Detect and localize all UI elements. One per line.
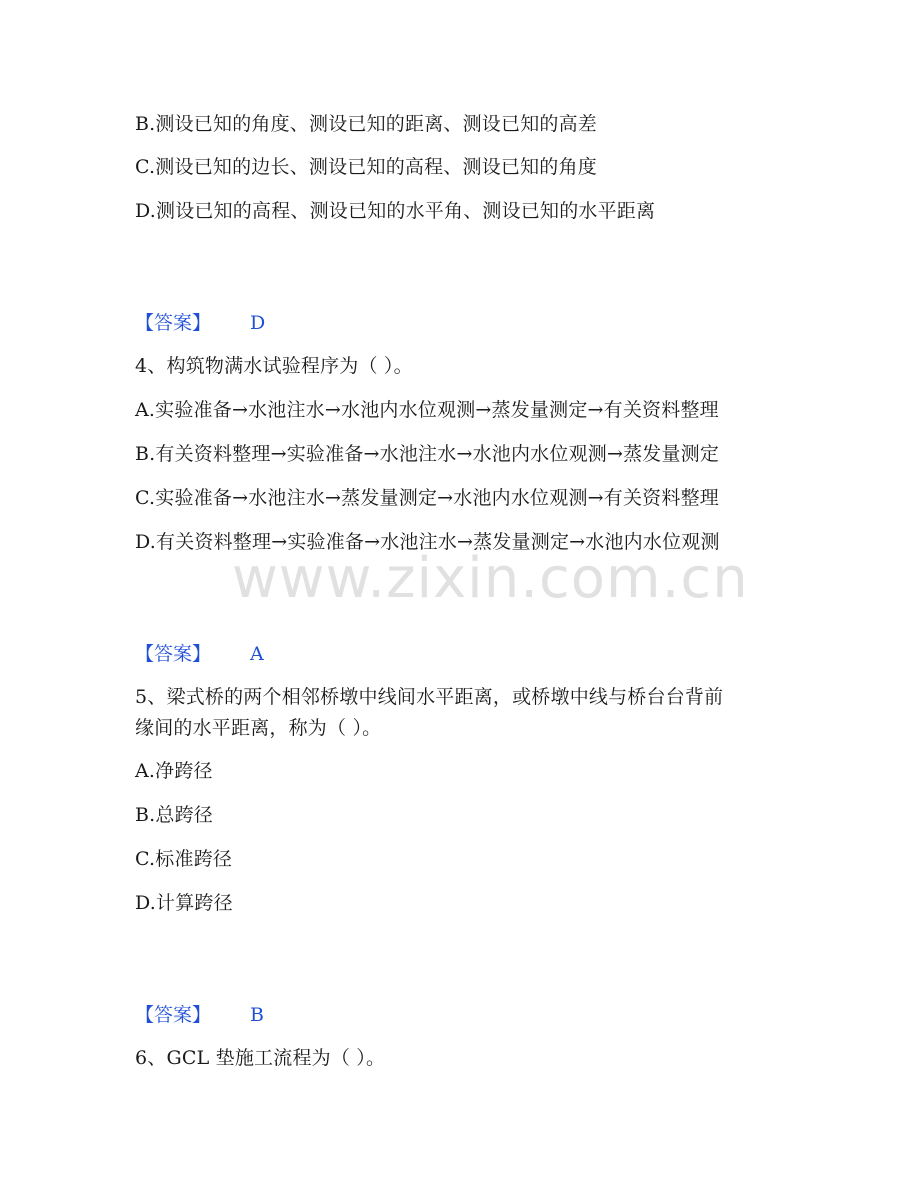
q4-option-c: C.实验准备→水池注水→蒸发量测定→水池内水位观测→有关资料整理 (135, 487, 719, 509)
q3-option-c: C.测设已知的边长、测设已知的高程、测设已知的角度 (135, 156, 597, 178)
q5-stem-line2: 缘间的水平距离，称为（ ）。 (135, 717, 382, 739)
q3-option-d: D.测设已知的高程、测设已知的水平角、测设已知的水平距离 (135, 200, 656, 222)
q5-option-b: B.总跨径 (135, 804, 214, 826)
q4-answer (135, 642, 264, 666)
q4-option-b: B.有关资料整理→实验准备→水池注水→水池内水位观测→蒸发量测定 (135, 443, 720, 465)
answer-value: B (250, 1004, 264, 1026)
answer-label: 【答案】 (135, 1004, 212, 1026)
q4-option-d: D.有关资料整理→实验准备→水池注水→蒸发量测定→水池内水位观测 (135, 531, 720, 553)
q5-stem-line1: 5、梁式桥的两个相邻桥墩中线间水平距离，或桥墩中线与桥台台背前 (135, 686, 724, 708)
watermark: www.zixin.com.cn (232, 546, 749, 611)
answer-label: 【答案】 (135, 643, 212, 665)
q5-option-c: C.标准跨径 (135, 848, 233, 870)
q5-option-d: D.计算跨径 (135, 892, 233, 914)
answer-label: 【答案】 (135, 312, 212, 334)
q4-stem: 4、构筑物满水试验程序为（ ）。 (135, 355, 413, 377)
q6-stem: 6、GCL 垫施工流程为（ ）。 (135, 1047, 386, 1069)
q5-answer (135, 1003, 264, 1027)
q4-option-a: A.实验准备→水池注水→水池内水位观测→蒸发量测定→有关资料整理 (135, 399, 719, 421)
answer-value: D (250, 312, 266, 334)
q3-option-b: B.测设已知的角度、测设已知的距离、测设已知的高差 (135, 113, 598, 135)
q3-answer (135, 311, 266, 335)
q5-option-a: A.净跨径 (135, 760, 213, 782)
answer-value: A (250, 643, 264, 665)
